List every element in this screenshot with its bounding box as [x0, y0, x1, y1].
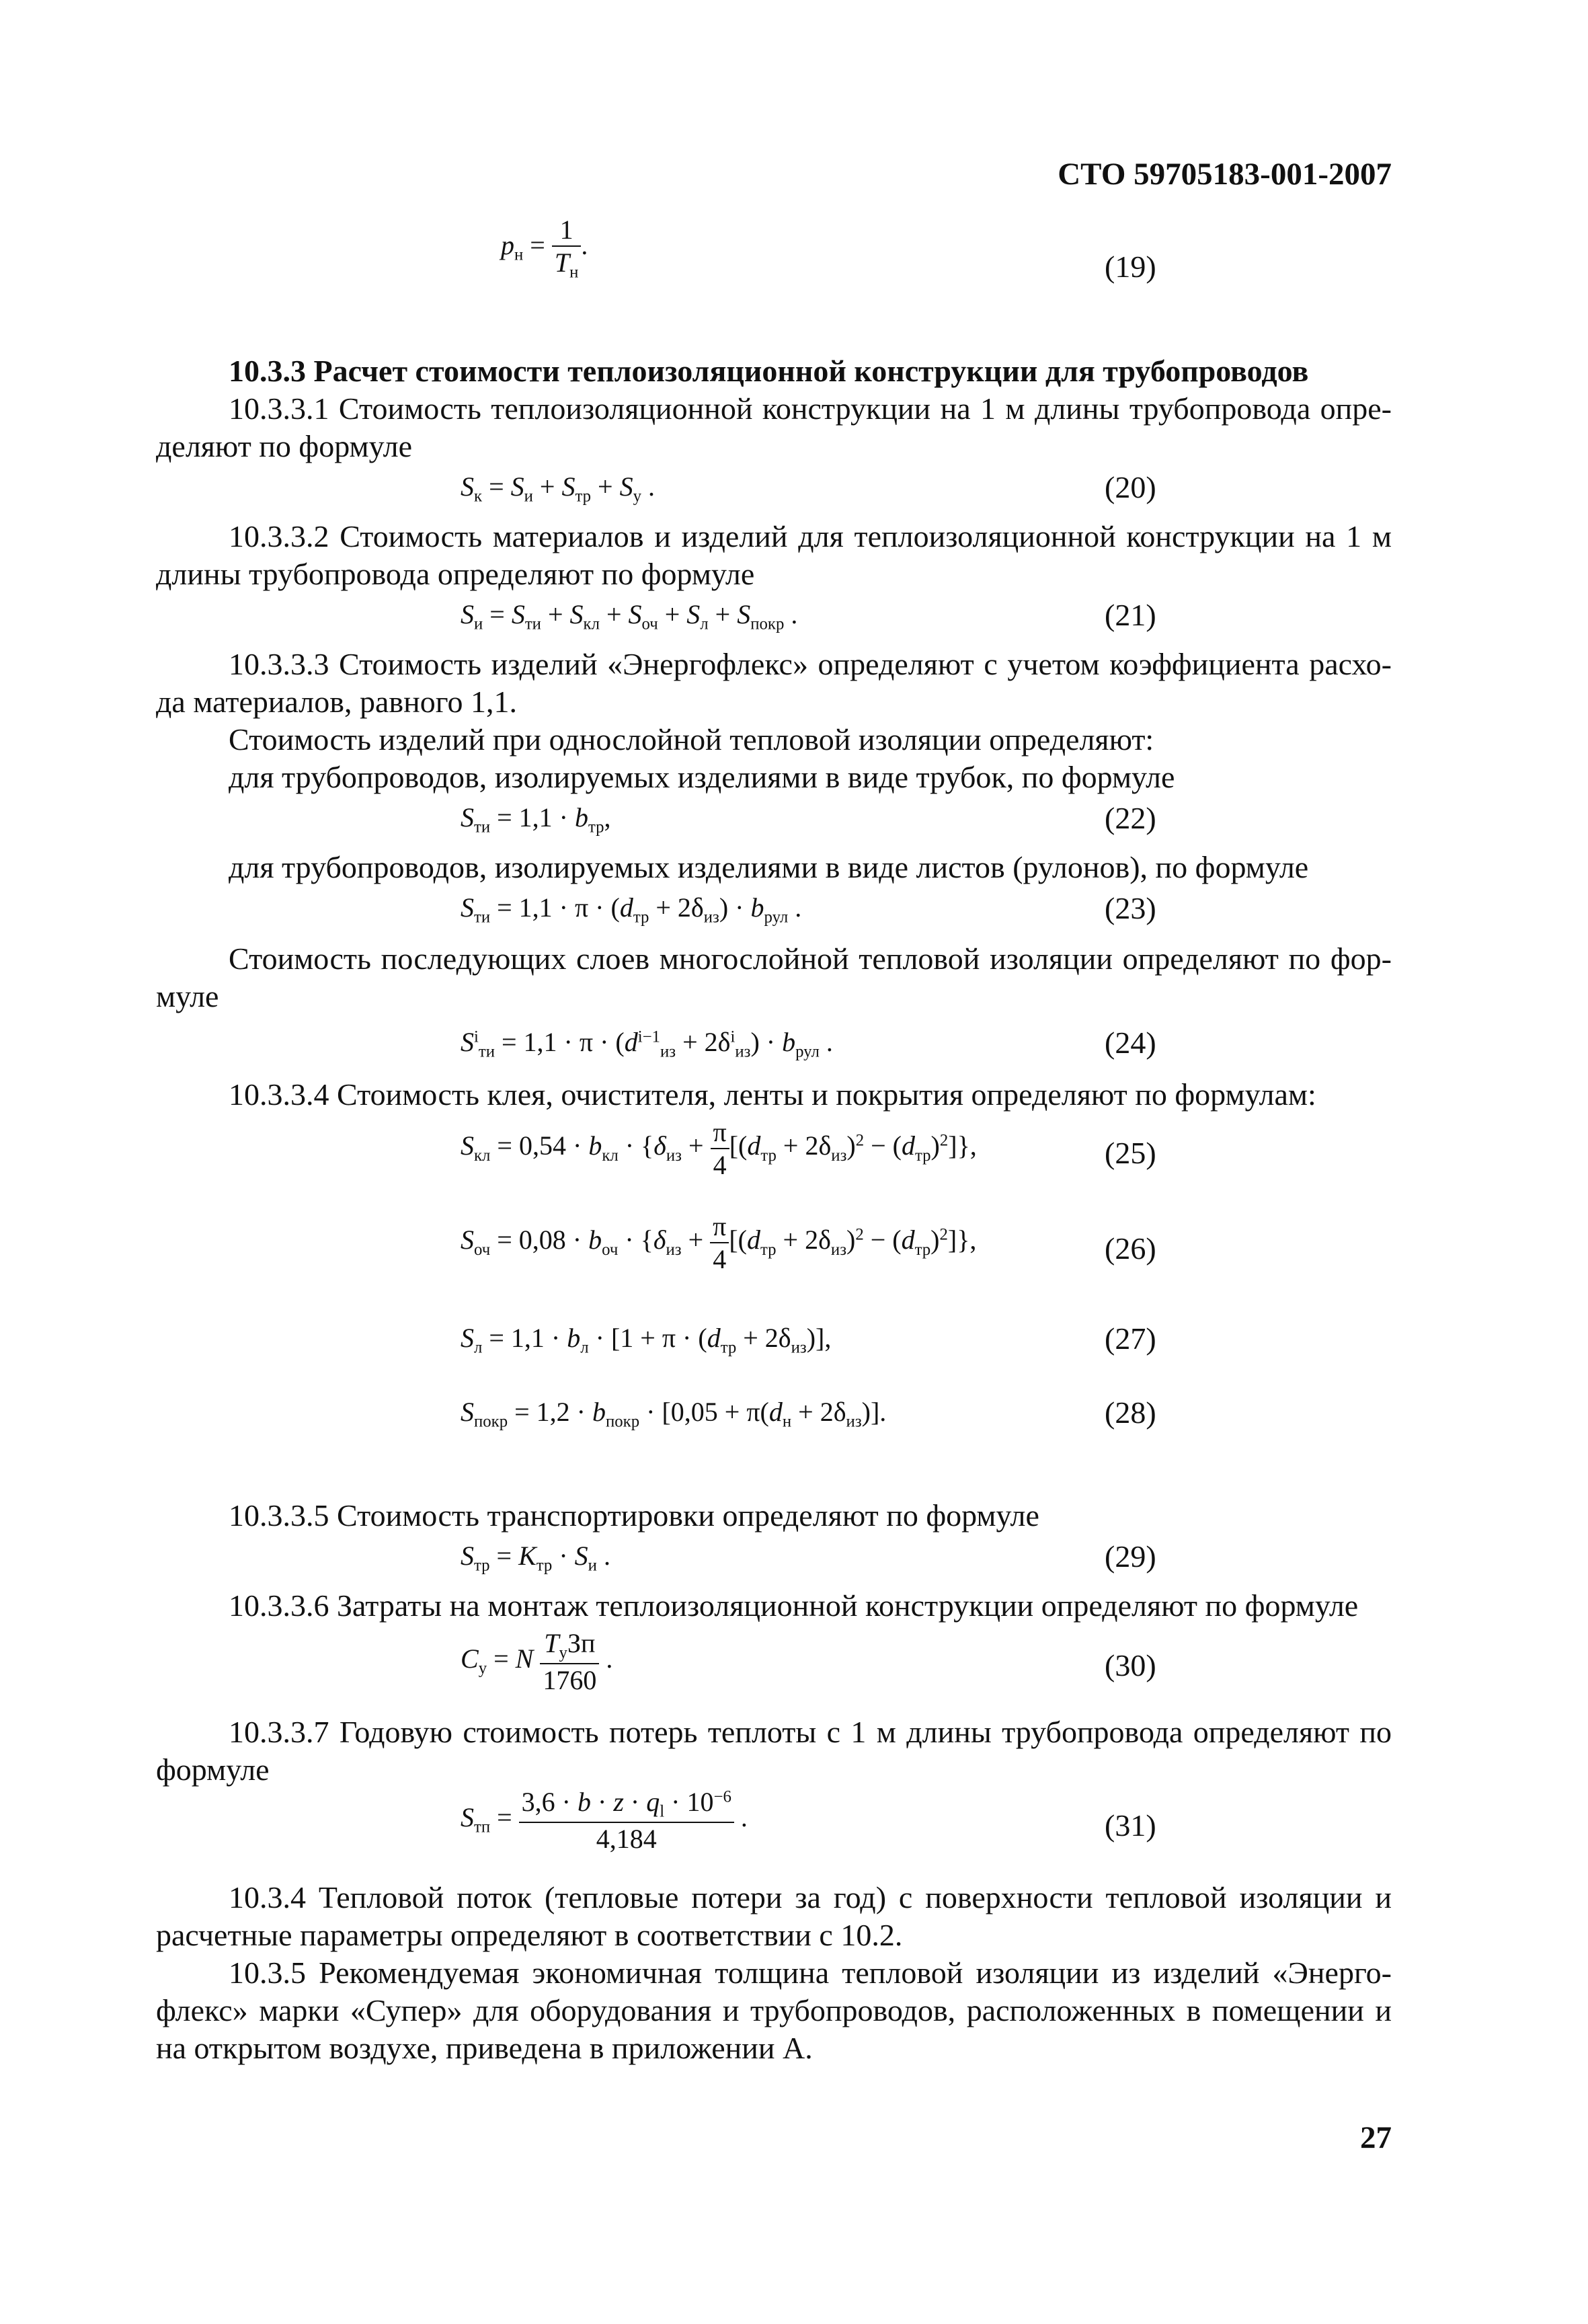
equation-number: (29) [1105, 1539, 1156, 1574]
page-number: 27 [1360, 2120, 1392, 2155]
paragraph-line: расчетные параметры определяют в соответствии с 10.2. [156, 1918, 903, 1952]
paragraph-line: да материалов, равного 1,1. [156, 685, 517, 719]
equation-number: (23) [1105, 891, 1156, 925]
equation-number: (22) [1105, 801, 1156, 835]
equation-number: (19) [1105, 249, 1156, 284]
paragraph-line: формуле [156, 1752, 270, 1787]
paragraph-line: 10.3.3.7 Годовую стоимость потерь теплоты с 1 м длины трубопровода определяют по [229, 1715, 1392, 1749]
paragraph-line: 10.3.3.1 Стоимость теплоизоляционной конструкции на 1 м длины трубопровода опре- [229, 391, 1392, 426]
paragraph-line: 10.3.3.3 Стоимость изделий «Энергофлекс» определяют с учетом коэффициента расхо- [229, 647, 1392, 681]
formula-29: $S_{тр} = K_{тр} \cdot S_и$ . [461, 1541, 610, 1575]
formula-30: $C_у = N$ $\frac{T_уЗп}{1760}$ . [461, 1628, 613, 1695]
paragraph-line: длины трубопровода определяют по формуле [156, 557, 755, 591]
paragraph-line: 10.3.5 Рекомендуемая экономичная толщина тепловой изоляции из изделий «Энерго- [229, 1955, 1392, 1990]
equation-number: (26) [1105, 1231, 1156, 1266]
paragraph-line: для трубопроводов, изолируемых изделиями в виде трубок, по формуле [229, 760, 1175, 794]
paragraph-line: 10.3.3.5 Стоимость транспортировки определяют по формуле [229, 1498, 1039, 1533]
formula-31: $S_{тп}$ = $\frac{3,6 \cdot b \cdot z \cdot q_l \cdot 10^{-6}}{4,184}$ . [461, 1787, 748, 1854]
formula-21: $S_и = S_{ти} + S_{кл} + S_{оч} + S_л + S_{покр}$ . [461, 599, 798, 633]
paragraph-line: 10.3.4 Тепловой поток (тепловые потери за год) с поверхности тепловой изоляции и [229, 1880, 1392, 1914]
paragraph-line: 10.3.3.6 Затраты на монтаж теплоизоляционной конструкции определяют по формуле [229, 1588, 1359, 1623]
paragraph-line: муле [156, 979, 219, 1013]
equation-number: (20) [1105, 470, 1156, 504]
paragraph-line: деляют по формуле [156, 429, 412, 463]
paragraph-line: Стоимость последующих слоев многослойной тепловой изоляции определяют по фор- [229, 941, 1392, 976]
equation-number: (24) [1105, 1025, 1156, 1060]
formula-20: $S_к = S_и + S_{тр} + S_у$ . [461, 471, 655, 506]
equation-number: (31) [1105, 1808, 1156, 1843]
formula-28: $S_{покр} = 1,2 \cdot b_{покр} \cdot [0,05 + \pi(d_н + 2\delta_{из})]$. [461, 1397, 887, 1431]
formula-24: $S^i_{ти} = 1,1 \cdot \pi \cdot (d^{i-1}_{из} + 2\delta^i_{из}) \cdot b_{рул}$ . [461, 1027, 833, 1061]
equation-number: (27) [1105, 1321, 1156, 1356]
equation-number: (30) [1105, 1648, 1156, 1682]
formula-26: $S_{оч} = 0,08 \cdot b_{оч} \cdot \{\delta_{из}$ + $\frac{\pi}{4}$ $[(d_{тр} + 2\delta_{из})^2 - (d_{тр})^2]$}, [461, 1211, 977, 1274]
formula-27: $S_л = 1,1 \cdot b_л \cdot [1 + \pi \cdot (d_{тр} + 2\delta_{из})]$, [461, 1323, 832, 1357]
formula-25: $S_{кл} = 0,54 \cdot b_{кл} \cdot \{\delta_{из}$ + $\frac{\pi}{4}$ $[(d_{тр} + 2\delta_{из})^2 - (d_{тр})^2]$}, [461, 1117, 977, 1180]
equation-number: (25) [1105, 1136, 1156, 1170]
document-header: СТО 59705183-001-2007 [1058, 157, 1392, 192]
formula-23: $S_{ти} = 1,1 \cdot \pi \cdot (d_{тр} + 2\delta_{из}) \cdot b_{рул}$ . [461, 892, 802, 927]
formula-22: $S_{ти} = 1,1 \cdot b_{тр}$, [461, 802, 611, 837]
paragraph-line: на открытом воздухе, приведена в приложении А. [156, 2031, 813, 2065]
equation-number: (28) [1105, 1395, 1156, 1430]
equation-number: (21) [1105, 598, 1156, 632]
paragraph-line: 10.3.3.4 Стоимость клея, очистителя, ленты и покрытия определяют по формулам: [229, 1077, 1316, 1112]
paragraph-line: флекс» марки «Супер» для оборудования и трубопроводов, расположенных в помещении и [156, 1993, 1392, 2027]
section-heading: 10.3.3 Расчет стоимости теплоизоляционной конструкции для трубопроводов [229, 354, 1309, 388]
formula-19: $p_н$ = $\frac{1}{T_н}$ . [501, 215, 588, 282]
paragraph-line: 10.3.3.2 Стоимость материалов и изделий для теплоизоляционной конструкции на 1 м [229, 519, 1392, 553]
paragraph-line: Стоимость изделий при однослойной тепловой изоляции определяют: [229, 722, 1154, 757]
paragraph-line: для трубопроводов, изолируемых изделиями в виде листов (рулонов), по формуле [229, 850, 1309, 884]
